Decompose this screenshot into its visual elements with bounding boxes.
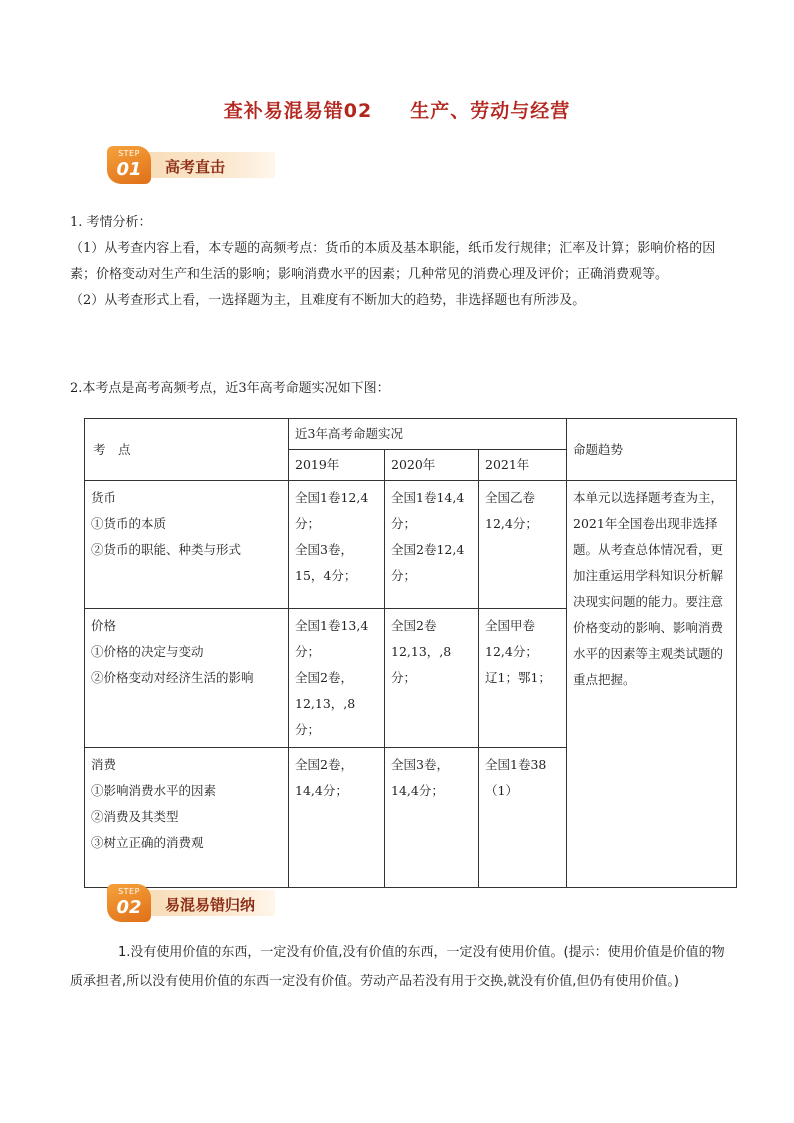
table-intro: 2.本考点是高考高频考点，近3年高考命题实况如下图： bbox=[70, 381, 390, 396]
step-number: 02 bbox=[116, 897, 142, 918]
header-year-2019: 2019年 bbox=[289, 450, 385, 481]
header-year-2021: 2021年 bbox=[479, 450, 567, 481]
analysis-line-2: （2）从考查形式上看，一选择题为主，且难度有不断加大的趋势，非选择题也有所涉及。 bbox=[70, 293, 586, 308]
point-cell: 价格 ①价格的决定与变动 ②价格变动对经济生活的影响 bbox=[85, 609, 289, 748]
title-topic: 生产、劳动与经营 bbox=[410, 100, 571, 122]
analysis-heading: 1. 考情分析： bbox=[70, 215, 152, 230]
y2019-cell: 全国1卷13,4 分； 全国2卷， 12,13，,8分； bbox=[289, 609, 385, 748]
exam-table bbox=[84, 418, 737, 888]
y2020-cell: 全国1卷14,4 分； 全国2卷12,4 分； bbox=[385, 481, 479, 609]
y2021-cell: 全国1卷38 （1） bbox=[479, 748, 567, 888]
step-badge bbox=[107, 146, 151, 184]
header-trend: 命题趋势 bbox=[567, 419, 737, 481]
step-label: 易混易错归纳 bbox=[165, 896, 256, 914]
step-01-header bbox=[107, 146, 277, 184]
trend-cell: 本单元以选择题考查为主，2021年全国卷出现非选择题。从考查总体情况看，更加注重运用学科知识分析解决现实问题的能力。要注意价格变动的影响、影响消费水平的因素等主观类试题的重点把握。 bbox=[567, 481, 737, 888]
table-row-currency bbox=[85, 481, 737, 609]
y2021-cell: 全国甲卷 12,4分； 辽1；鄂1； bbox=[479, 609, 567, 748]
step-word: STEP bbox=[118, 149, 140, 158]
step-02-header bbox=[107, 884, 277, 922]
step-word: STEP bbox=[118, 887, 140, 896]
header-recent: 近3年高考命题实况 bbox=[289, 419, 567, 450]
step-number: 01 bbox=[116, 159, 142, 180]
y2020-cell: 全国2卷 12,13，,8分； bbox=[385, 609, 479, 748]
y2021-cell: 全国乙卷 12,4分； bbox=[479, 481, 567, 609]
y2019-cell: 全国1卷12,4 分； 全国3卷， 15，4分； bbox=[289, 481, 385, 609]
step-badge bbox=[107, 884, 151, 922]
step-label: 高考直击 bbox=[165, 158, 226, 176]
page-title bbox=[0, 96, 794, 123]
y2020-cell: 全国3卷， 14,4分； bbox=[385, 748, 479, 888]
analysis-line-1: （1）从考查内容上看，本专题的高频考点：货币的本质及基本职能，纸币发行规律；汇率及计算；影响价格的因素；价格变动对生产和生活的影响；影响消费水平的因素；几种常见的消费心理及评价；正确消费观等。 bbox=[70, 241, 716, 282]
y2019-cell: 全国2卷， 14,4分； bbox=[289, 748, 385, 888]
title-code: 查补易混易错02 bbox=[223, 100, 373, 122]
header-year-2020: 2020年 bbox=[385, 450, 479, 481]
point-cell: 货币 ①货币的本质 ②货币的职能、种类与形式 bbox=[85, 481, 289, 609]
analysis-section bbox=[70, 210, 732, 314]
point-cell: 消费 ①影响消费水平的因素 ②消费及其类型 ③树立正确的消费观 bbox=[85, 748, 289, 888]
confusion-point-1: 1.没有使用价值的东西，一定没有价值,没有价值的东西，一定没有使用价值。(提示：使用价值是价值的物质承担者,所以没有使用价值的东西一定没有价值。劳动产品若没有用于交换,就没有价值,但仍有使用价值。) bbox=[70, 945, 725, 989]
header-point: 考 点 bbox=[85, 419, 289, 481]
